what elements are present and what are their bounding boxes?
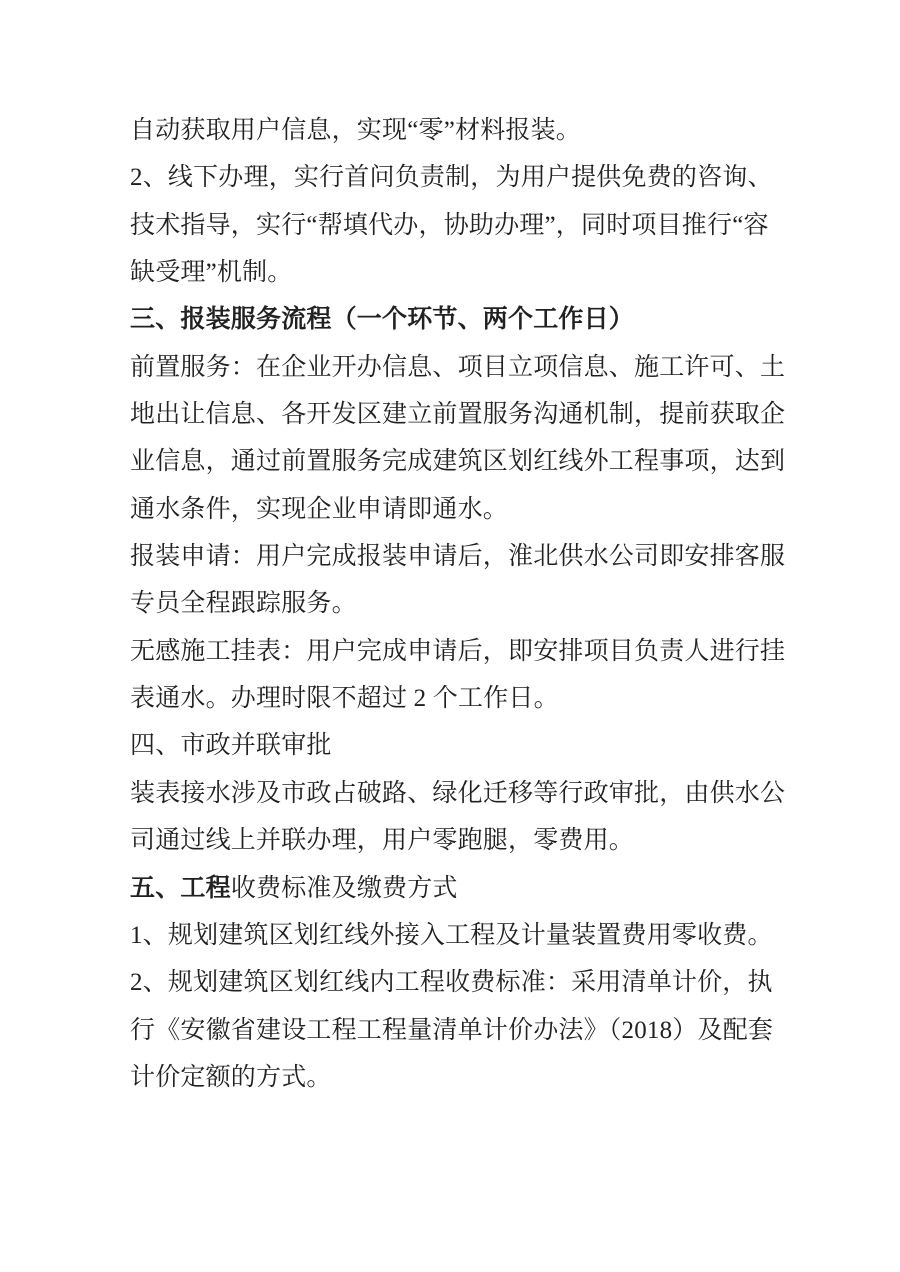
text-segment: 地出让信息、各开发区建立前置服务沟通机制，提前获取企: [130, 401, 786, 429]
text-segment: 报装申请：用户完成报装申请后，淮北供水公司即安排客服: [130, 543, 786, 571]
para-offline-handling-line-2: [130, 202, 782, 249]
para-preposition-service-line-3: [130, 438, 786, 485]
text-segment: 1、规划建筑区划红线外接入工程及计量装置费用零收费。: [130, 921, 773, 949]
heading-section-3-service-process-line-1: [130, 296, 782, 343]
text-segment: 无感施工挂表：用户完成申请后，即安排项目负责人进行挂: [130, 637, 786, 665]
para-preposition-service-line-4: [130, 486, 782, 533]
text-segment: 2、线下办理，实行首问负责制，为用户提供免费的咨询、: [130, 164, 773, 192]
para-auto-user-info-line-1: [130, 107, 782, 154]
text-segment: 计价定额的方式。: [130, 1063, 332, 1091]
para-municipal-approval-detail-line-2: [130, 817, 782, 864]
text-segment: 自动获取用户信息，实现“零”材料报装。: [130, 117, 581, 144]
text-segment: 业信息，通过前置服务完成建筑区划红线外工程事项，达到: [130, 448, 786, 476]
para-installation-application-line-2: [130, 580, 782, 627]
text-segment: 前置服务：在企业开办信息、项目立项信息、施工许可、土: [130, 353, 786, 381]
para-fee-inside-red-line-line-1: [130, 959, 782, 1006]
para-offline-handling-line-3: [130, 249, 782, 296]
para-installation-application-line-1: [130, 533, 786, 580]
document-content: [130, 107, 786, 1101]
para-preposition-service-line-1: [130, 344, 786, 391]
para-municipal-approval-detail-line-1: [130, 770, 786, 817]
para-seamless-meter-install-line-2: [130, 675, 782, 722]
text-segment: 行《安徽省建设工程工程量清单计价办法》（2018）及配套: [130, 1016, 774, 1044]
text-segment: 缺受理”机制。: [130, 259, 293, 287]
text-segment: 五、工程: [130, 874, 231, 902]
heading-section-4-municipal-approval-line-1: [130, 722, 782, 769]
text-segment: 装表接水涉及市政占破路、绿化迁移等行政审批，由供水公: [130, 779, 786, 807]
text-segment: 技术指导，实行“帮填代办，协助办理”，同时项目推行“容: [130, 211, 769, 239]
text-segment: 四、市政并联审批: [130, 732, 332, 760]
text-segment: 司通过线上并联办理，用户零跑腿，零费用。: [130, 827, 635, 855]
text-segment: 专员全程跟踪服务。: [130, 590, 357, 618]
heading-section-5-fee-standard-line-1: [130, 865, 782, 912]
para-preposition-service-line-2: [130, 391, 786, 438]
para-fee-inside-red-line-line-3: [130, 1054, 782, 1101]
para-fee-outside-red-line-line-1: [130, 912, 782, 959]
text-segment: 三、报装服务流程（一个环节、两个工作日）: [130, 306, 635, 334]
para-fee-inside-red-line-line-2: [130, 1007, 782, 1054]
text-segment: 收费标准及缴费方式: [230, 874, 458, 902]
text-segment: 表通水。办理时限不超过 2 个工作日。: [130, 685, 559, 713]
para-seamless-meter-install-line-1: [130, 628, 786, 675]
para-offline-handling-line-1: [130, 154, 782, 201]
text-segment: 通水条件，实现企业申请即通水。: [130, 495, 509, 523]
text-segment: 2、规划建筑区划红线内工程收费标准：采用清单计价，执: [130, 969, 773, 997]
